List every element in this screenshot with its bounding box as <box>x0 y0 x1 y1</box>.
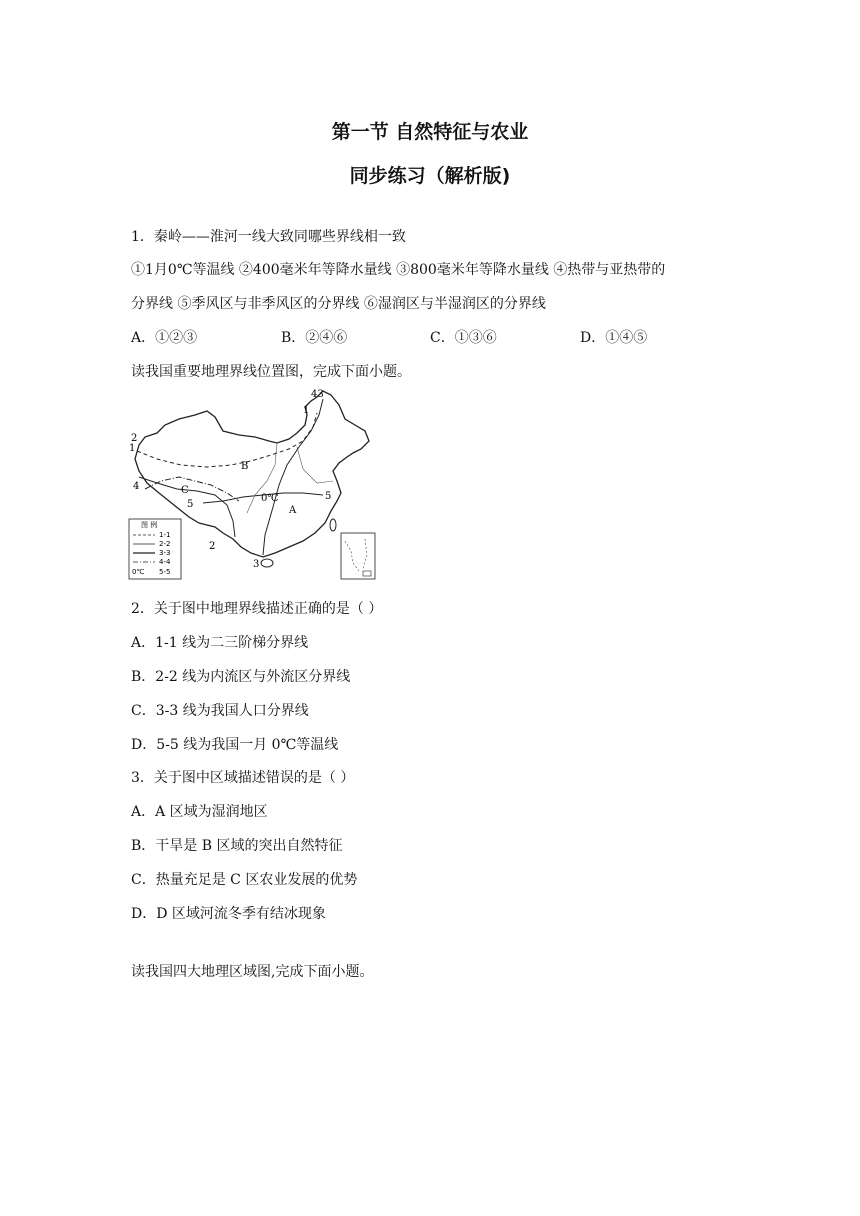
question-3-option-b: B．干旱是 B 区域的突出自然特征 <box>131 838 343 854</box>
boundary-line-1 <box>137 413 317 467</box>
map-legend <box>129 519 181 579</box>
legend-zero-degree: 0℃ <box>132 568 145 576</box>
question-2-option-d: D．5-5 线为我国一月 0℃等温线 <box>131 737 339 753</box>
hainan-island <box>261 559 273 567</box>
legend-title: 图 例 <box>141 521 158 529</box>
question-1-option-d: D．①④⑤ <box>580 330 648 346</box>
region-label-b: B <box>241 461 249 472</box>
question-3-stem: 3．关于图中区域描述错误的是（ ） <box>131 770 355 786</box>
question-1-option-a: A．①②③ <box>131 330 198 346</box>
top-number-label: 43 <box>311 389 324 400</box>
south-china-sea-inset <box>341 533 375 579</box>
zero-degree-label: 0℃ <box>261 493 279 504</box>
regions-map-intro-text: 读我国四大地理区域图,完成下面小题。 <box>131 964 374 980</box>
question-1-option-c: C．①③⑥ <box>430 330 497 346</box>
legend-item-2: 2-2 <box>159 540 171 548</box>
legend-item-4: 4-4 <box>159 558 171 566</box>
map-intro-text: 读我国重要地理界线位置图，完成下面小题。 <box>131 364 411 380</box>
line-number-5-left: 5 <box>187 499 194 510</box>
internal-boundary <box>247 443 333 513</box>
legend-item-1: 1-1 <box>159 531 171 539</box>
china-boundary-lines-map <box>127 385 379 581</box>
region-label-c: C <box>181 485 189 496</box>
question-1-stem: 1．秦岭——淮河一线大致同哪些界线相一致 <box>131 229 406 245</box>
question-3-option-d: D．D 区域河流冬季有结冰现象 <box>131 906 326 922</box>
line-number-1-left: 1 <box>129 443 136 454</box>
question-1-option-b: B．②④⑥ <box>281 330 348 346</box>
question-2-stem: 2．关于图中地理界线描述正确的是（ ） <box>131 601 383 617</box>
question-3-option-a: A．A 区域为湿润地区 <box>131 804 268 820</box>
question-2-option-b: B．2-2 线为内流区与外流区分界线 <box>131 669 351 685</box>
line-number-1: 1 <box>303 405 310 416</box>
line-number-3: 3 <box>253 559 260 570</box>
boundary-line-4 <box>145 477 239 501</box>
question-3-option-c: C．热量充足是 C 区农业发展的优势 <box>131 872 358 888</box>
legend-item-3: 3-3 <box>159 549 171 557</box>
line-number-2-bottom: 2 <box>209 541 216 552</box>
question-1-statements-line-2: 分界线 ⑤季风区与非季风区的分界线 ⑥湿润区与半湿润区的分界线 <box>131 296 546 312</box>
line-number-5-right: 5 <box>325 491 332 502</box>
boundary-line-3 <box>263 399 323 555</box>
legend-item-5: 5-5 <box>159 568 171 576</box>
document-title: 第一节 自然特征与农业 <box>331 121 529 143</box>
region-label-a: A <box>289 505 297 516</box>
line-number-4: 4 <box>133 481 140 492</box>
question-1-statements-line-1: ①1月0℃等温线 ②400毫米年等降水量线 ③800毫米年等降水量线 ④热带与亚热带的 <box>131 262 666 278</box>
document-subtitle: 同步练习（解析版) <box>349 165 511 187</box>
line-number-2-left: 2 <box>131 433 138 444</box>
question-2-option-a: A．1-1 线为二三阶梯分界线 <box>131 635 309 651</box>
taiwan-island <box>330 519 336 531</box>
question-2-option-c: C．3-3 线为我国人口分界线 <box>131 703 309 719</box>
